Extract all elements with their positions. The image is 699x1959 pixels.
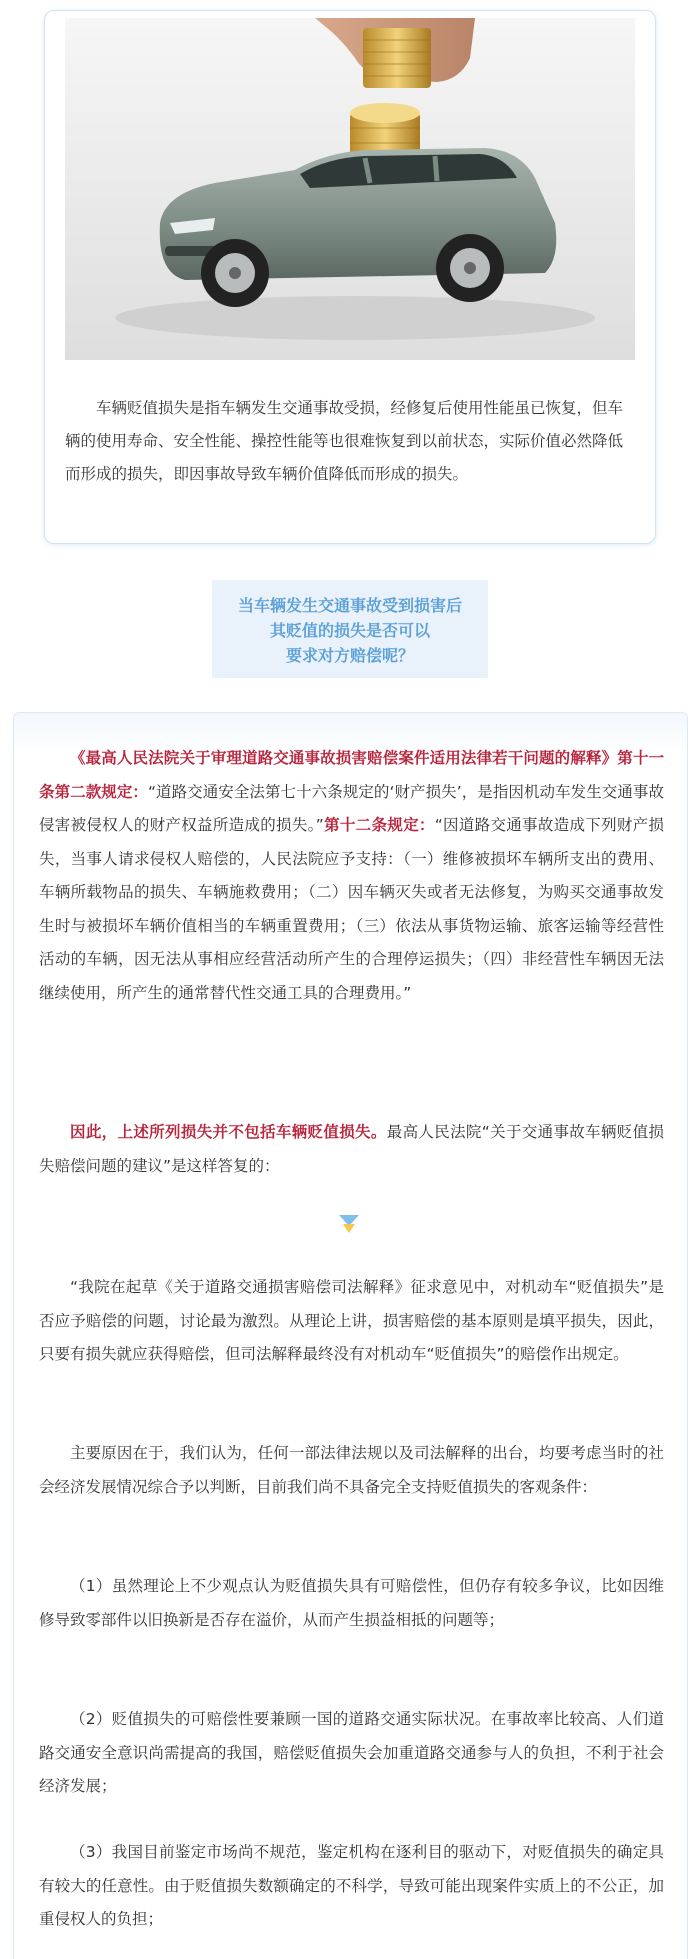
intro-paragraph: 车辆贬值损失是指车辆发生交通事故受损，经修复后使用性能虽已恢复，但车辆的使用寿命、安全性能、操控性能等也很难恢复到以前状态，实际价值必然降低而形成的损失，即因事故导致车辆价值降低而形成的损失。 <box>65 399 624 483</box>
law-paragraph <box>39 742 664 1010</box>
car-coins-illustration <box>65 18 635 360</box>
point-2: （2）贬值损失的可赔偿性要兼顾一国的道路交通实际状况。在事故率比较高、人们道路交通安全意识尚需提高的我国，赔偿贬值损失会加重道路交通参与人的负担，不利于社会经济发展； <box>39 1710 664 1795</box>
question-line-2: 其贬值的损失是否可以 <box>269 621 430 640</box>
law-art12-label: 第十二条规定： <box>323 816 435 834</box>
law-title: 《最高人民法院关于审理道路交通事故损害赔偿案件适用法律若干问题的解释》第十一条第二款规定： <box>39 749 664 801</box>
conclusion-paragraph <box>39 1116 664 1183</box>
conclusion-highlight: 因此，上述所列损失并不包括车辆贬值损失。 <box>70 1123 387 1141</box>
quote-paragraph-2: 主要原因在于，我们认为，任何一部法律法规以及司法解释的出台，均要考虑当时的社会经济发展情况综合予以判断，目前我们尚不具备完全支持贬值损失的客观条件： <box>39 1444 664 1496</box>
point-1: （1）虽然理论上不少观点认为贬值损失具有可赔偿性，但仍存有较多争议，比如因维修导致零部件以旧换新是否存在溢价，从而产生损益相抵的问题等； <box>39 1577 664 1629</box>
question-line-1: 当车辆发生交通事故受到损害后 <box>237 596 462 615</box>
point-3: （3）我国目前鉴定市场尚不规范，鉴定机构在逐利目的驱动下，对贬值损失的确定具有较大的任意性。由于贬值损失数额确定的不科学，导致可能出现案件实质上的不公正，加重侵权人的负担； <box>39 1843 664 1928</box>
law-art12: “因道路交通事故造成下列财产损失，当事人请求侵权人赔偿的，人民法院应予支持：（一）维修被损坏车辆所支出的费用、车辆所载物品的损失、车辆施救费用；（二）因车辆灭失或者无法修复，为购买交通事故发生时与被损坏车辆价值相当的车辆重置费用；（三）依法从事货物运输、旅客运输等经营性活动的车辆，因无法从事相应经营活动所产生的合理停运损失；（四）非经营性车辆因无法继续使用，所产生的通常替代性交通工具的合理费用。” <box>39 816 664 1002</box>
car-coins-photo <box>65 18 635 360</box>
question-box <box>212 580 488 678</box>
down-arrow-icon <box>338 1213 360 1235</box>
question-line-3: 要求对方赔偿呢？ <box>285 646 414 665</box>
conclusion-rest: 最高人民法院“关于交通事故车辆贬值损失赔偿问题的建议”是这样答复的： <box>39 1123 664 1175</box>
quote-paragraph-1: “我院在起草《关于道路交通损害赔偿司法解释》征求意见中，对机动车“贬值损失”是否应予赔偿的问题，讨论最为激烈。从理论上讲，损害赔偿的基本原则是填平损失，因此，只要有损失就应获得赔偿，但司法解释最终没有对机动车“贬值损失”的赔偿作出规定。 <box>39 1278 664 1363</box>
law-art11: “道路交通安全法第七十六条规定的‘财产损失’，是指因机动车发生交通事故侵害被侵权人的财产权益所造成的损失。” <box>39 782 664 834</box>
